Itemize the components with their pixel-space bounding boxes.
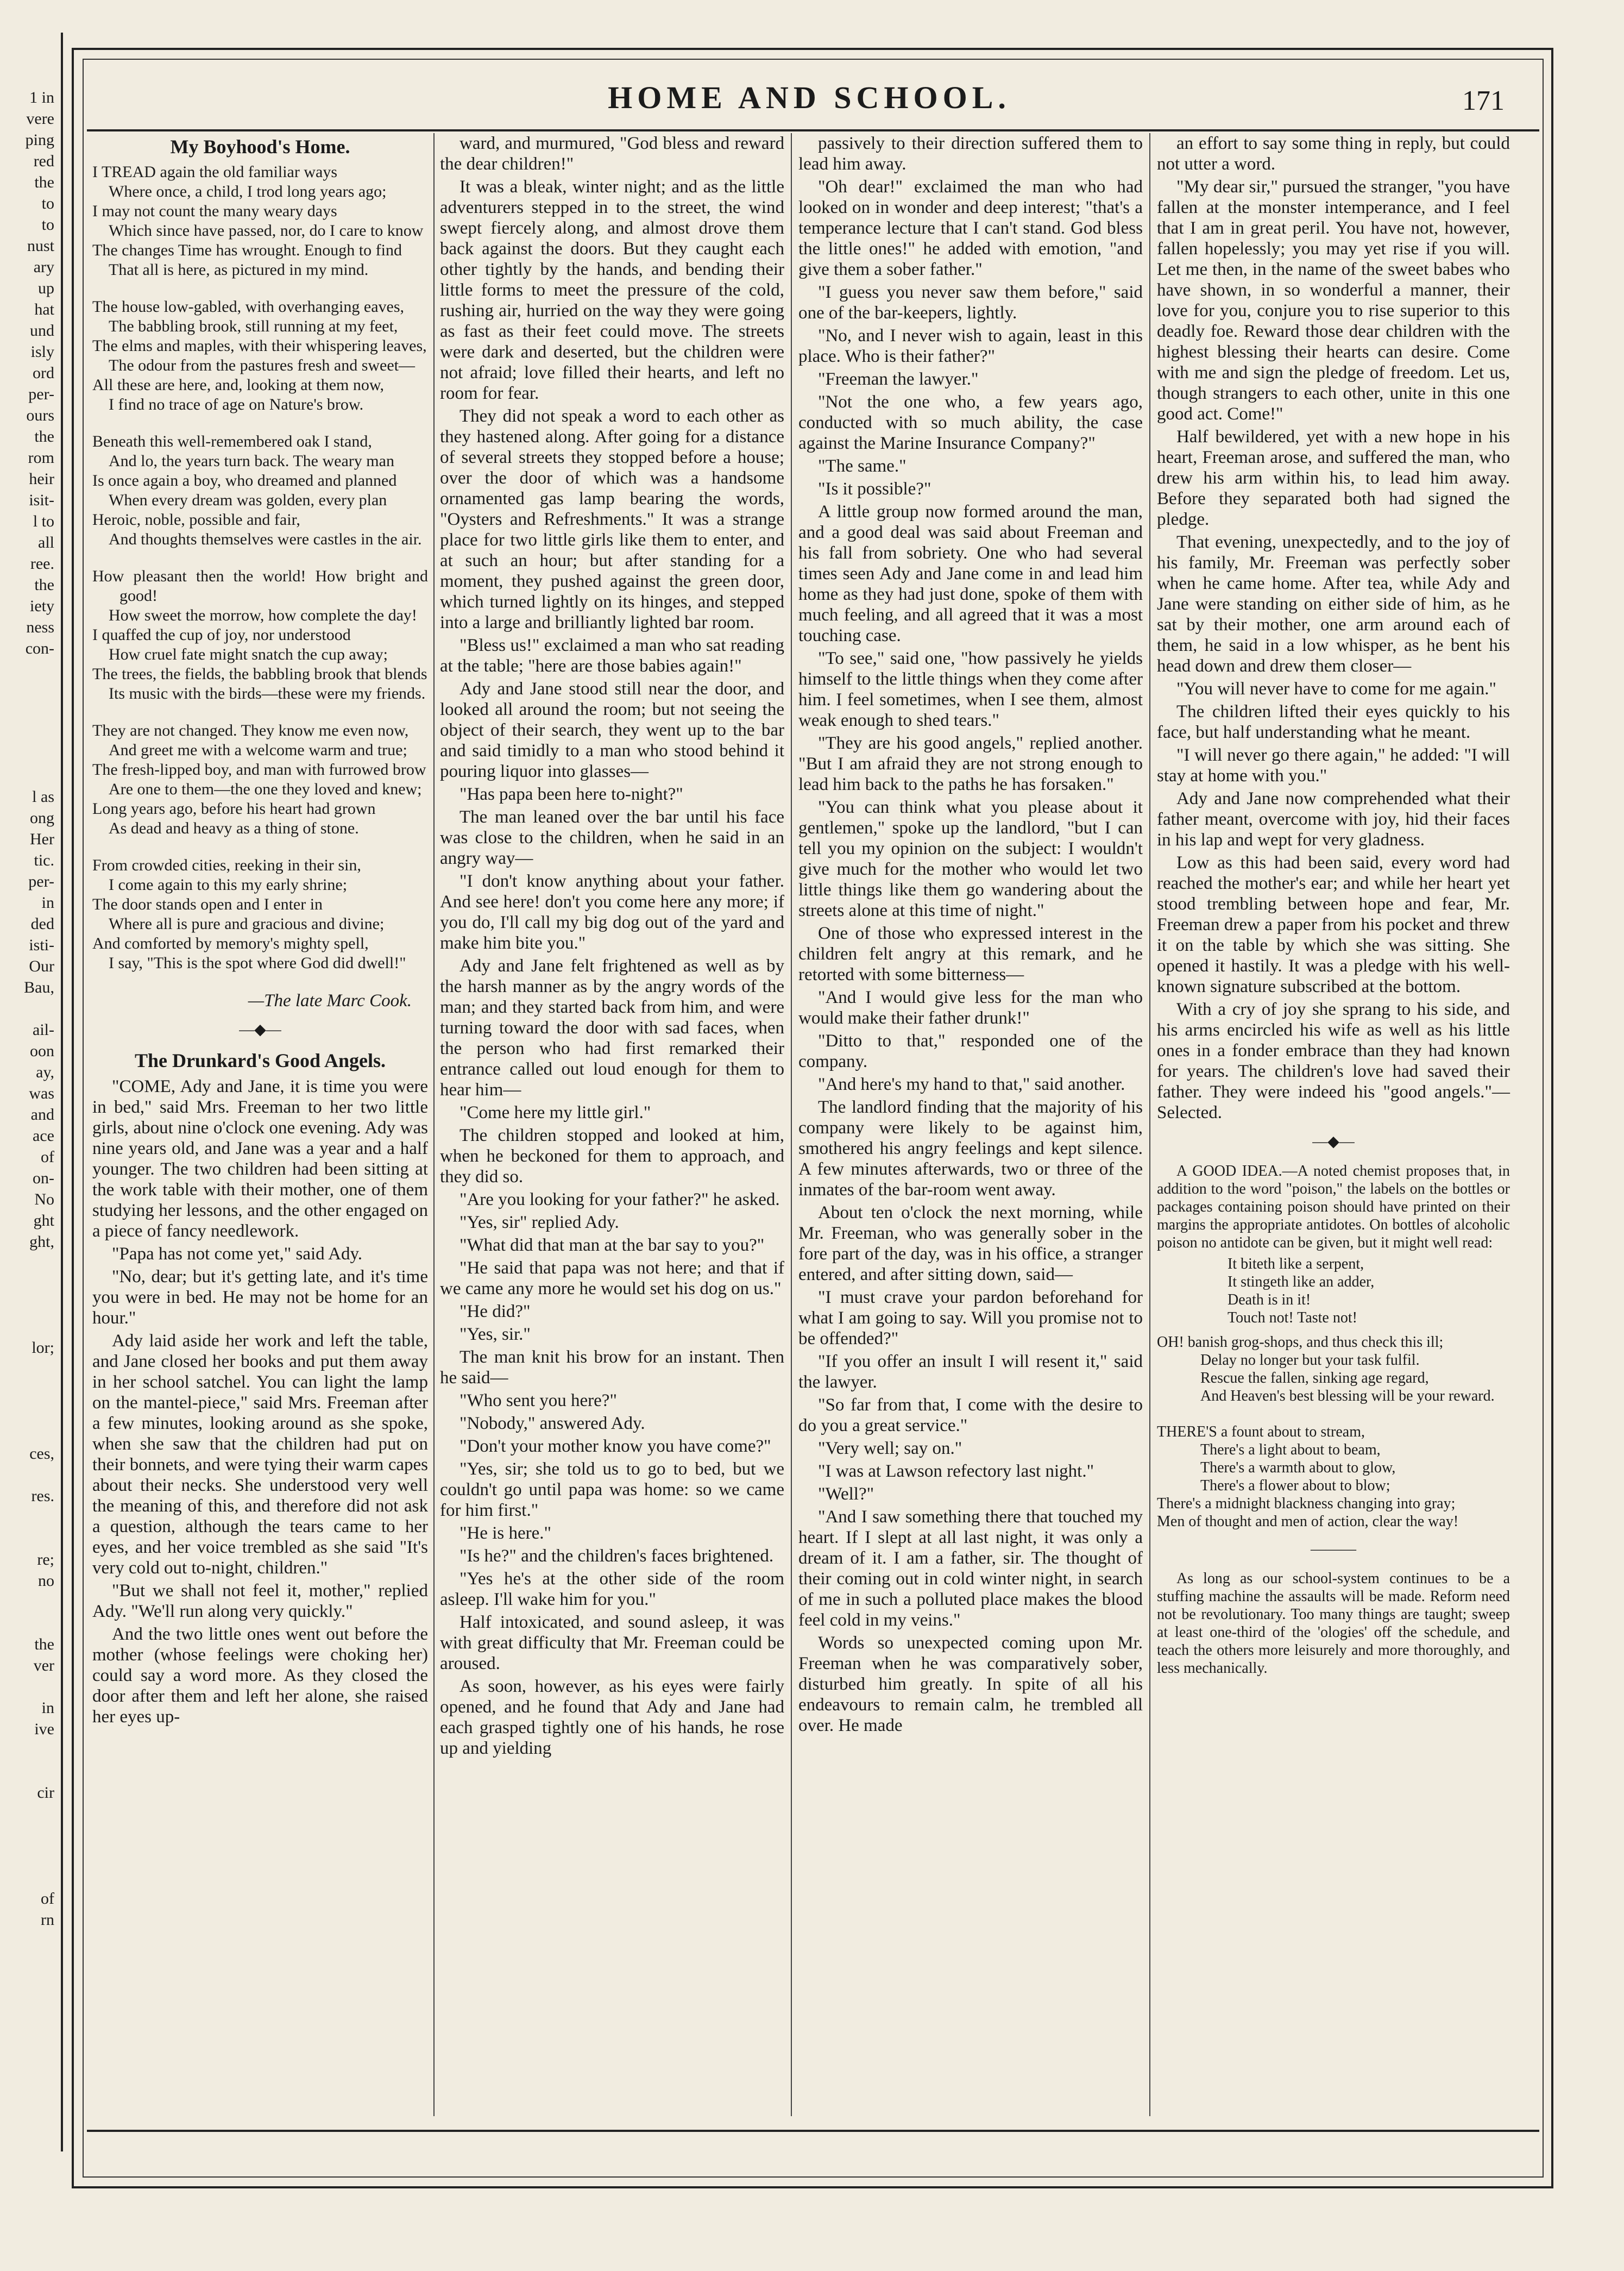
left-fragment-line: cir: [37, 1784, 54, 1802]
story-paragraph: Ady and Jane felt frightened as well as by the harsh manner as by the angry words of the man; and they started back from him, and were turning toward the door with sad faces, when the person who had first remarked their entrance called out loud enough for them to hear him—: [440, 956, 784, 1100]
temperance-verse: [1157, 1333, 1510, 1530]
left-fragment-line: no: [38, 1572, 54, 1590]
story-paragraph: "He is here.": [459, 1523, 551, 1543]
good-idea-verse: [1157, 1255, 1510, 1327]
story-paragraph: "Freeman the lawyer.": [818, 369, 979, 389]
column-3: [798, 133, 1143, 2132]
story-column-2: [440, 133, 784, 1759]
left-fragment-line: the: [34, 173, 54, 191]
left-fragment-line: [0, 1676, 60, 1697]
left-fragment-line: [0, 1591, 60, 1613]
column-2: [440, 133, 784, 2132]
left-fragment-line: red: [33, 152, 54, 170]
poem-line: The changes Time has wrought. Enough to find: [92, 241, 402, 259]
left-fragment-line: ours: [26, 406, 54, 424]
left-fragment-line: re;: [37, 1551, 54, 1569]
idea-verse-line: It biteth like a serpent,: [1228, 1256, 1364, 1272]
poem-line: When every dream was golden, every plan: [109, 491, 387, 509]
story-paragraph: "I guess you never saw them before," said one of the bar-keepers, lightly.: [798, 283, 1143, 323]
story-paragraph: "Papa has not come yet," said Ady.: [112, 1244, 363, 1264]
left-fragment-line: in: [41, 1699, 54, 1717]
page-header: [81, 64, 1537, 129]
left-fragment-line: to: [41, 216, 54, 234]
poem-line: As dead and heavy as a thing of stone.: [109, 819, 359, 837]
column-rule-2: [791, 133, 792, 2116]
left-fragment-line: Bau,: [24, 978, 54, 996]
left-fragment-line: [0, 1252, 60, 1273]
story-paragraph: "Are you looking for your father?" he asked.: [459, 1190, 780, 1209]
left-fragment-line: of: [41, 1890, 54, 1908]
left-fragment-line: ace: [33, 1127, 54, 1145]
story-paragraph: "And I saw something there that touched my heart. If I slept at all last night, it was only a dream of it. I am a father, sir. The thought of their coming out in cold winter night, in search of me in such a polluted place makes the blood feel cold in my veins.": [798, 1507, 1143, 1630]
poem-stanza: [92, 721, 428, 838]
column-rule-3: [1149, 133, 1150, 2116]
poem-line: And thoughts themselves were castles in the air.: [109, 530, 422, 548]
ornament-divider-2: —◆—: [1312, 1133, 1355, 1150]
story-paragraph: Low as this had been said, every word had reached the mother's ear; and while her heart yet stood trembling between hope and fear, Mr. Freeman drew a paper from his pocket and threw it on the table by which she was sitting. She opened it hastily. It was a pledge with his well-known signature subscribed at the bottom.: [1157, 853, 1510, 996]
story-paragraph: "Yes he's at the other side of the room asleep. I'll wake him for you.": [440, 1569, 784, 1609]
left-fragment-line: [0, 1761, 60, 1782]
left-fragment-line: ary: [33, 258, 54, 276]
left-fragment-line: [0, 765, 60, 786]
left-fragment-line: per-: [28, 873, 54, 890]
poem-line: How cruel fate might snatch the cup away;: [109, 645, 388, 663]
poem-stanza: [92, 297, 428, 415]
good-idea-paragraph: A GOOD IDEA.—A noted chemist proposes that, in addition to the word "poison," the labels on the bottles or packages containing poison should have printed on their margins the appropriate antidotes. On bottles of alcoholic poison no antidote can be given, but it might well read:: [1157, 1163, 1510, 1251]
left-fragment-line: [0, 1824, 60, 1846]
story-paragraph: "Ditto to that," responded one of the company.: [798, 1031, 1143, 1071]
story-paragraph: Ady and Jane now comprehended what their father meant, overcome with joy, hid their faces in his lap and wept for very gladness.: [1157, 789, 1510, 850]
story-paragraph: That evening, unexpectedly, and to the joy of his family, Mr. Freeman was perfectly sober when he came home. After tea, while Ady and Jane were standing on either side of him, as he sat by their mother, one arm around each of them, he said in a low whisper, as he bent his head down and drew them closer—: [1157, 532, 1510, 676]
left-fragment-line: [0, 723, 60, 744]
column-rule-1: [433, 133, 435, 2116]
left-fragment-line: ght: [33, 1212, 54, 1229]
story-paragraph: "Come here my little girl.": [459, 1103, 651, 1122]
column-4: [1157, 133, 1510, 2132]
poem-stanza: [92, 162, 428, 280]
poem-line: The babbling brook, still running at my feet,: [109, 317, 398, 335]
left-fragment-line: ord: [33, 364, 54, 382]
story-paragraph: "Is it possible?": [818, 479, 931, 499]
poem-line: Long years ago, before his heart had grown: [92, 800, 376, 818]
story-paragraph: The man knit his brow for an instant. Then he said—: [440, 1347, 784, 1388]
left-fragment-line: No: [34, 1190, 54, 1208]
poem-line: And lo, the years turn back. The weary man: [109, 452, 394, 470]
verse-line: There's a warmth about to glow,: [1200, 1459, 1396, 1476]
poem-line: Is once again a boy, who dreamed and planned: [92, 472, 397, 490]
left-fragment-line: [0, 1316, 60, 1337]
left-fragment-line: and: [30, 1106, 54, 1124]
story-column-4: [1157, 133, 1510, 1123]
story-paragraph: "They are his good angels," replied another. "But I am afraid they are not strong enough to lead him back to the paths he has forsaken.": [798, 733, 1143, 794]
story-paragraph: "He said that papa was not here; and that if we came any more he would set his dog on us.": [440, 1258, 784, 1298]
left-fragment-line: ay,: [36, 1063, 54, 1081]
story-paragraph: "Is he?" and the children's faces brightened.: [459, 1546, 774, 1566]
left-fragment-line: on-: [33, 1169, 54, 1187]
left-fragment-line: res.: [31, 1487, 54, 1505]
school-system-paragraph: As long as our school-system continues to be a stuffing machine the assaults will be made. Reform need not be revolutionary. Too many things are taught; sweep at least one-third of the 'ologies' off the schedule, and teach the others more leisurely and more thoroughly, and less mechanically.: [1157, 1570, 1510, 1677]
story-paragraph: "I must crave your pardon beforehand for what I am going to say. Will you promise not to be offended?": [798, 1288, 1143, 1348]
poem-line: Beneath this well-remembered oak I stand,: [92, 432, 372, 450]
story-paragraph: Ady and Jane stood still near the door, and looked all around the room; but not seeing the object of their search, they went up to the bar and said timidly to a man who stood behind it pouring liquor into glasses—: [440, 679, 784, 781]
verse-line: OH! banish grog-shops, and thus check this ill;: [1157, 1334, 1444, 1351]
verse-line: [1157, 1405, 1510, 1423]
story-paragraph: As soon, however, as his eyes were fairly opened, and he found that Ady and Jane had each grasped tightly one of his hands, he rose up and yielding: [440, 1677, 784, 1758]
left-fragment-line: isti-: [29, 936, 54, 954]
left-fragment-line: [0, 1613, 60, 1634]
poem-line: How sweet the morrow, how complete the day!: [109, 606, 417, 624]
story-column-1: [92, 1076, 428, 1727]
left-fragment-line: [0, 1358, 60, 1379]
left-fragment-line: isit-: [29, 491, 54, 509]
left-fragment-line: [0, 1528, 60, 1549]
left-fragment-line: hat: [34, 300, 54, 318]
poem-stanza: [92, 432, 428, 549]
idea-verse-line: Death is in it!: [1228, 1291, 1311, 1308]
left-fragment-line: ive: [34, 1720, 54, 1738]
left-fragment-line: the: [34, 576, 54, 594]
left-fragment-line: to: [41, 195, 54, 212]
idea-verse-line: It stingeth like an adder,: [1228, 1273, 1375, 1290]
left-fragment-line: per-: [28, 385, 54, 403]
story-paragraph: "Nobody," answered Ady.: [459, 1414, 645, 1433]
left-fragment-line: [0, 1295, 60, 1316]
left-fragment-line: rom: [28, 449, 54, 467]
poem-line: The fresh-lipped boy, and man with furrowed brow: [92, 761, 426, 779]
story-paragraph: The children stopped and looked at him, when he beckoned for them to approach, and they did so.: [440, 1126, 784, 1187]
story-paragraph: The landlord finding that the majority of his company were likely to be against him, smothered his angry feelings and kept silence. A few minutes afterwards, two or three of the inmates of the bar-room went away.: [798, 1097, 1143, 1200]
masthead-title: HOME AND SCHOOL.: [608, 80, 1011, 115]
story-paragraph: "Has papa been here to-night?": [459, 785, 683, 804]
left-fragment-line: vere: [26, 110, 54, 128]
poem-line: I quaffed the cup of joy, nor understood: [92, 626, 351, 644]
story-paragraph: It was a bleak, winter night; and as the little adventurers stepped in to the street, the wind swept fiercely along, and almost drove them back against the doors. But they caught each other tightly by the hands, and bending their little forms to meet the pressure of the cold, rushing air, hurried on the way they were going as fast as their feet could move. The streets were dark and deserted, but the children were not afraid; love filled their hearts, and left no room for fear.: [440, 177, 784, 403]
story-paragraph: "I will never go there again," he added: "I will stay at home with you.": [1157, 745, 1510, 786]
poem-stanza: [92, 567, 428, 704]
story-paragraph: The man leaned over the bar until his face was close to the children, when he said in an angry way—: [440, 807, 784, 868]
footer-rule: [87, 2130, 1539, 2132]
left-fragment-line: Her: [30, 830, 54, 848]
left-fragment-line: ness: [26, 618, 54, 636]
left-fragment-line: [0, 1740, 60, 1761]
left-fragment-line: l to: [33, 512, 54, 530]
story-paragraph: "Bless us!" exclaimed a man who sat reading at the table; "here are those babies again!": [440, 636, 784, 676]
left-fragment-line: ong: [30, 809, 54, 827]
left-fragment-line: oon: [30, 1042, 54, 1060]
left-page-fragment: [0, 87, 60, 1929]
left-fragment-line: up: [38, 279, 54, 297]
story-title: The Drunkard's Good Angels.: [134, 1050, 386, 1071]
poem-line: The house low-gabled, with overhanging eaves,: [92, 298, 404, 316]
story-column-3: [798, 133, 1143, 1736]
story-paragraph: "You will never have to come for me again.": [1176, 679, 1497, 699]
story-paragraph: "To see," said one, "how passively he yields himself to the little things when they come after him. I feel sometimes, when I see them, almost weak enough to shed tears.": [798, 649, 1143, 730]
left-fragment-line: ver: [33, 1657, 54, 1674]
story-paragraph: "No, and I never wish to again, least in this place. Who is their father?": [798, 326, 1143, 366]
story-paragraph: "He did?": [459, 1302, 531, 1321]
poem-line: Where once, a child, I trod long years ago;: [109, 183, 387, 200]
story-paragraph: "Very well; say on.": [818, 1439, 962, 1458]
left-fragment-line: und: [30, 322, 54, 340]
story-paragraph: an effort to say some thing in reply, but could not utter a word.: [1157, 134, 1510, 174]
story-paragraph: "COME, Ady and Jane, it is time you were in bed," said Mrs. Freeman to her two little girls, about nine o'clock one evening. Ady was nine years old, and Jane was a year and a half younger. The two children had been sitting at the work table with their mother, one of them studying her lessons, and the other engaged on a piece of fancy needlework.: [92, 1077, 428, 1241]
poem-line: The trees, the fields, the babbling brook that blends: [92, 665, 427, 683]
story-paragraph: "The same.": [818, 456, 907, 476]
left-fragment-line: [0, 1401, 60, 1422]
poem-line: How pleasant then the world! How bright and good!: [92, 567, 428, 605]
verse-line: THERE'S a fount about to stream,: [1157, 1423, 1365, 1440]
poem-line: All these are here, and, looking at them now,: [92, 376, 385, 394]
story-paragraph: "Who sent you here?": [459, 1391, 617, 1410]
left-fragment-line: ree.: [30, 555, 54, 573]
poem-stanza: [92, 856, 428, 973]
poem-line: I TREAD again the old familiar ways: [92, 163, 337, 181]
column-1: [92, 133, 428, 2132]
left-fragment-line: lor;: [32, 1339, 54, 1357]
poem-line: I may not count the many weary days: [92, 202, 337, 220]
left-fragment-line: Our: [29, 957, 54, 975]
left-fragment-line: [0, 998, 60, 1019]
page-number: 171: [1462, 85, 1505, 116]
story-paragraph: "But we shall not feel it, mother," replied Ady. "We'll run along very quickly.": [92, 1581, 428, 1621]
left-fragment-line: heir: [29, 470, 54, 488]
poem-author: —The late Marc Cook.: [248, 991, 412, 1011]
poem-line: I find no trace of age on Nature's brow.: [109, 396, 364, 413]
poem-line: Where all is pure and gracious and divine;: [109, 915, 385, 933]
story-paragraph: "You can think what you please about it gentlemen," spoke up the landlord, "but I can tell you my opinion on the subject: I wouldn't give much for the mother who would let two little things like them go wandering about the streets alone at this time of night.": [798, 798, 1143, 920]
left-fragment-line: [0, 1422, 60, 1443]
ornament-divider: —◆—: [239, 1021, 281, 1038]
poem-title: My Boyhood's Home.: [170, 136, 350, 158]
poem-line: And comforted by memory's mighty spell,: [92, 934, 369, 952]
left-fragment-line: [0, 744, 60, 765]
verse-line: Men of thought and men of action, clear the way!: [1157, 1513, 1459, 1530]
poem-line: The odour from the pastures fresh and sweet—: [109, 356, 415, 374]
story-paragraph: One of those who expressed interest in the children felt angry at this remark, and he retorted with some bitterness—: [798, 924, 1143, 984]
story-paragraph: Half intoxicated, and sound asleep, it was with great difficulty that Mr. Freeman could be aroused.: [440, 1613, 784, 1673]
story-paragraph: "No, dear; but it's getting late, and it's time you were in bed. He may not be home for an hour.": [92, 1267, 428, 1328]
left-fragment-line: l as: [32, 788, 54, 806]
story-paragraph: "Not the one who, a few years ago, conducted with so much ability, the case against the Marine Insurance Company?": [798, 392, 1143, 453]
left-fragment-line: con-: [25, 639, 54, 657]
story-paragraph: "Well?": [818, 1484, 874, 1504]
left-fragment-line: ail-: [33, 1021, 54, 1039]
verse-line: There's a midnight blackness changing into gray;: [1157, 1495, 1456, 1512]
left-fragment-line: isly: [30, 343, 54, 361]
story-paragraph: "Oh dear!" exclaimed the man who had looked on in wonder and deep interest; "that's a temperance lecture that I can't stand. God bless the little ones!" he added with emotion, "and give them a sober father.": [798, 177, 1143, 279]
left-fragment-line: rn: [41, 1911, 54, 1929]
verse-line: There's a light about to beam,: [1200, 1441, 1381, 1458]
story-paragraph: "Don't your mother know you have come?": [459, 1436, 771, 1456]
poem-body: [92, 162, 428, 973]
story-paragraph: passively to their direction suffered them to lead him away.: [798, 134, 1143, 174]
poem-line: Which since have passed, nor, do I care to know: [109, 222, 424, 240]
left-fragment-line: [0, 1803, 60, 1824]
story-paragraph: Half bewildered, yet with a new hope in his heart, Freeman arose, and suffered the man, who drew his arm within his, to lead him away. Before they separated both had signed the pledge.: [1157, 427, 1510, 529]
poem-line: I come again to this my early shrine;: [109, 876, 348, 894]
verse-line: Rescue the fallen, sinking age regard,: [1200, 1370, 1429, 1387]
story-paragraph: "And here's my hand to that," said another.: [818, 1075, 1125, 1094]
poem-line: Heroic, noble, possible and fair,: [92, 511, 300, 529]
left-fragment-line: of: [41, 1148, 54, 1166]
left-fragment-line: 1 in: [29, 89, 54, 106]
left-fragment-line: tic.: [34, 851, 54, 869]
poem-line: And greet me with a welcome warm and true;: [109, 741, 407, 759]
left-page-rule: [61, 33, 63, 2151]
story-paragraph: "I don't know anything about your father. And see here! don't you come here any more; if you do, I'll call my big dog out of the yard and make him bite you.": [440, 871, 784, 953]
story-paragraph: The children lifted their eyes quickly to his face, but half understanding what he meant.: [1157, 702, 1510, 742]
left-fragment-line: iety: [30, 597, 54, 615]
story-paragraph: And the two little ones went out before the mother (whose feelings were choking her) could say a word more. As they closed the door after them and left her alone, she raised her eyes up-: [92, 1624, 428, 1727]
story-paragraph: "Yes, sir.": [459, 1325, 531, 1344]
poem-line: The elms and maples, with their whispering leaves,: [92, 337, 427, 355]
poem-line: They are not changed. They know me even now,: [92, 722, 409, 739]
story-paragraph: A little group now formed around the man, and a good deal was said about Freeman and his fall from sobriety. One who had several times seen Ady and Jane come in and lead him home as they had just done, spoke of them with much feeling, and all agreed that it was a most touching case.: [798, 502, 1143, 645]
left-fragment-line: ces,: [29, 1445, 54, 1463]
left-fragment-line: [0, 1464, 60, 1485]
story-paragraph: About ten o'clock the next morning, while Mr. Freeman, who was generally sober in the fore part of the day, was in his office, a stranger entered, and after sitting down, said—: [798, 1203, 1143, 1284]
poem-line: The door stands open and I enter in: [92, 895, 323, 913]
left-fragment-line: [0, 1273, 60, 1295]
poem-line: I say, "This is the spot where God did dwell!": [109, 954, 406, 972]
left-fragment-line: the: [34, 1635, 54, 1653]
left-fragment-line: [0, 680, 60, 701]
left-fragment-line: [0, 1867, 60, 1888]
left-fragment-line: ping: [25, 131, 54, 149]
story-paragraph: "Yes, sir" replied Ady.: [459, 1213, 619, 1232]
left-fragment-line: [0, 1846, 60, 1867]
left-fragment-line: all: [38, 534, 54, 551]
idea-verse-line: Touch not! Taste not!: [1228, 1309, 1357, 1326]
left-fragment-line: was: [29, 1084, 54, 1102]
story-paragraph: "My dear sir," pursued the stranger, "you have fallen at the monster intemperance, and I feel that I am in great peril. You have not, however, fallen hopelessly; you may yet rise if you will. Let me then, in the name of the sweet babes who have shown, in so wonderful a manner, their love for you, conjure you to rise superior to this deadly foe. Reward those dear children with the highest blessing their hearts can desire. Come with me and sign the pledge of freedom. Let us, though strangers to each other, unite in this one good act. Come!": [1157, 177, 1510, 424]
story-paragraph: "Yes, sir; she told us to go to bed, but we couldn't go until papa was home: so we came for him first.": [440, 1459, 784, 1520]
left-fragment-line: [0, 659, 60, 680]
left-fragment-line: in: [41, 894, 54, 912]
left-fragment-line: [0, 701, 60, 723]
poem-line: From crowded cities, reeking in their sin,: [92, 856, 361, 874]
story-paragraph: "So far from that, I come with the desire to do you a great service.": [798, 1395, 1143, 1435]
story-paragraph: ward, and murmured, "God bless and reward the dear children!": [440, 134, 784, 174]
story-paragraph: With a cry of joy she sprang to his side, and his arms encircled his wife as well as his little ones in a fonder embrace than they had known for years. The children's love had saved their father. They were indeed his "good angels."—Selected.: [1157, 1000, 1510, 1122]
poem-line: That all is here, as pictured in my mind.: [109, 261, 369, 279]
verse-line: Delay no longer but your task fulfil.: [1200, 1352, 1420, 1369]
left-fragment-line: ght,: [29, 1233, 54, 1251]
poem-line: Are one to them—the one they loved and knew;: [109, 780, 422, 798]
story-paragraph: "What did that man at the bar say to you?": [459, 1235, 765, 1255]
left-fragment-line: nust: [27, 237, 54, 255]
left-fragment-line: ded: [30, 915, 54, 933]
header-rule: [87, 129, 1539, 131]
story-paragraph: "And I would give less for the man who would make their father drunk!": [798, 988, 1143, 1028]
ornament-divider-3: ———: [1311, 1541, 1356, 1558]
left-fragment-line: [0, 1379, 60, 1401]
poem-line: Its music with the birds—these were my friends.: [109, 685, 426, 702]
story-paragraph: Ady laid aside her work and left the table, and Jane closed her books and put them away in her school satchel. You can light the lamp on the mantel-piece," said Mrs. Freeman after a few minutes, looking around as she spoke, when she saw that the children had put on their bonnets, and were tying their warm capes about their necks. She understood very well the meaning of this, and therefore did not ask a question, although the tears came to her eyes, and her voice trembled as she said "It's very cold out to-night, children.": [92, 1331, 428, 1578]
story-paragraph: They did not speak a word to each other as they hastened along. After going for a distance of several streets they stopped before a house; over the door of which was a handsome ornamented gas lamp bearing the words, "Oysters and Refreshments." It was a strange place for two little girls like them to enter, and at such an hour; but after standing for a moment, they pushed against the green door, which turned lightly on its hinges, and stepped into a large and brilliantly lighted bar room.: [440, 406, 784, 632]
verse-line: And Heaven's best blessing will be your reward.: [1200, 1388, 1495, 1404]
story-paragraph: "If you offer an insult I will resent it," said the lawyer.: [798, 1352, 1143, 1392]
left-fragment-line: [0, 1507, 60, 1528]
verse-line: There's a flower about to blow;: [1200, 1477, 1390, 1494]
story-paragraph: Words so unexpected coming upon Mr. Freeman when he was comparatively sober, disturbed him greatly. In spite of all his endeavours to remain calm, he trembled all over. He made: [798, 1633, 1143, 1735]
left-fragment-line: the: [34, 428, 54, 446]
story-paragraph: "I was at Lawson refectory last night.": [818, 1461, 1094, 1481]
